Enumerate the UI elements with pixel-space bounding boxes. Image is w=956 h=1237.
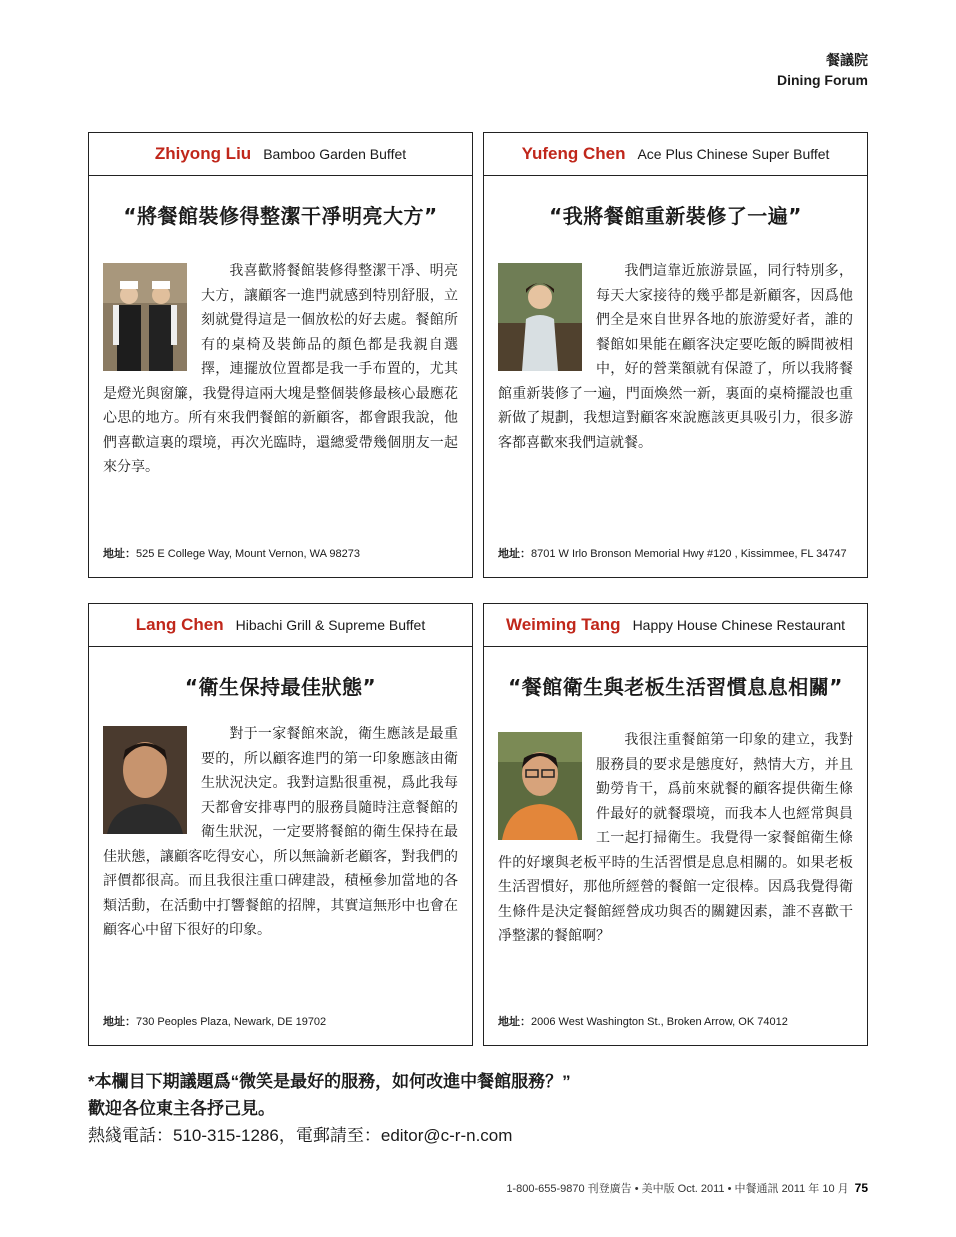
restaurant-name: Bamboo Garden Buffet (263, 146, 407, 162)
address (103, 545, 360, 561)
restaurant-name: Happy House Chinese Restaurant (632, 617, 846, 633)
body-text: 我很注重餐館第一印象的建立，我對服務員的要求是態度好，熱情大方，并且勤勞肯干，爲前來就餐的顧客提供衛生條件最好的就餐環境，而我本人也經常與員工一起打掃衛生。我覺得一家餐館衛生條件的好壞與老板平時的生活習慣是息息相關的。如果老板生活習慣好，那他所經營的餐館一定很棒。因爲我覺得衛生條件是決定餐館經營成功與否的關鍵因素，誰不喜歡干凈整潔的餐館啊？ (498, 732, 853, 944)
card-weiming-tang (483, 603, 868, 1046)
card-body (498, 259, 853, 455)
owner-photo (103, 263, 187, 371)
page-number: 75 (854, 1181, 868, 1195)
contact-line: 熱綫電話：510-315-1286，電郵請至：editor@c-r-n.com (88, 1126, 513, 1145)
card-quote: “將餐館裝修得整潔干凈明亮大方” (123, 204, 438, 228)
body-text: 我們這靠近旅游景區，同行特別多，每天大家接待的幾乎都是新顧客，因爲他們全是來自世界各地的旅游愛好者，誰的餐館如果能在顧客決定要吃飯的瞬間被相中，好的營業額就有保證了，所以我將餐館重新裝修了一遍，門面煥然一新，裏面的桌椅擺設也重新做了規劃，我想這對顧客來說應該更具吸引力，很多游客都喜歡來我們這就餐。 (498, 263, 853, 451)
card-body (498, 728, 853, 949)
card-zhiyong-liu (88, 132, 473, 578)
card-quote: “我將餐館重新裝修了一遍” (549, 204, 802, 228)
address-value: 2006 West Washington St., Broken Arrow, OK 74012 (531, 1016, 788, 1028)
address-value: 8701 W Irlo Bronson Memorial Hwy #120 , Kissimmee, FL 34747 (531, 548, 847, 560)
address (498, 1013, 788, 1029)
card-quote: “餐館衛生與老板生活習慣息息相關” (508, 675, 843, 699)
owner-name: Yufeng Chen (521, 144, 626, 163)
card-header (89, 604, 472, 647)
restaurant-name: Hibachi Grill & Supreme Buffet (235, 617, 426, 633)
invitation-line: 歡迎各位東主各抒己見。 (88, 1099, 275, 1118)
card-quote: “衛生保持最佳狀態” (184, 675, 377, 699)
address-label: 地址： (103, 1016, 136, 1028)
page-footer (506, 1180, 868, 1196)
owner-photo (103, 726, 187, 834)
card-yufeng-chen (483, 132, 868, 578)
next-topic-note (88, 1068, 571, 1149)
card-header (484, 133, 867, 176)
card-header (484, 604, 867, 647)
owner-name: Weiming Tang (505, 615, 621, 634)
address (103, 1013, 326, 1029)
next-topic-line: *本欄目下期議題爲“微笑是最好的服務，如何改進中餐館服務？” (88, 1072, 571, 1091)
card-header (89, 133, 472, 176)
owner-name: Zhiyong Liu (154, 144, 252, 163)
page-header (777, 50, 868, 88)
footer-text: 1-800-655-9870 刊登廣告 • 美中版 Oct. 2011 • 中餐通訊 2011 年 10 月 (506, 1183, 849, 1195)
restaurant-name: Ace Plus Chinese Super Buffet (637, 146, 830, 162)
card-body (103, 259, 458, 480)
address-value: 525 E College Way, Mount Vernon, WA 98273 (136, 548, 361, 560)
section-title-zh: 餐議院 (826, 52, 868, 68)
owner-photo (498, 263, 582, 371)
address (498, 545, 847, 561)
card-body (103, 722, 458, 943)
card-lang-chen (88, 603, 473, 1046)
section-title-en: Dining Forum (777, 72, 868, 88)
body-text: 我喜歡將餐館裝修得整潔干凈、明亮大方，讓顧客一進門就感到特別舒服，立刻就覺得這是一個放松的好去處。餐館所有的桌椅及裝飾品的顏色都是我親自選擇，連擺放位置都是我一手布置的，尤其是燈光與窗簾，我覺得這兩大塊是整個裝修最核心最應花心思的地方。所有來我們餐館的新顧客，都會跟我說，他們喜歡這裏的環境，再次光臨時，還總愛帶幾個朋友一起來分享。 (103, 263, 458, 475)
address-value: 730 Peoples Plaza, Newark, DE 19702 (136, 1016, 327, 1028)
owner-name: Lang Chen (135, 615, 224, 634)
body-text: 對于一家餐館來說，衛生應該是最重要的，所以顧客進門的第一印象應該由衛生狀況決定。我對這點很重視，爲此我每天都會安排專門的服務員隨時注意餐館的衛生狀況，一定要將餐館的衛生保持在最佳狀態，讓顧客吃得安心，所以無論新老顧客，對我們的評價都很高。而且我很注重口碑建設，積極參加當地的各類活動，在活動中打響餐館的招牌，其實這無形中也會在顧客心中留下很好的印象。 (103, 726, 458, 938)
address-label: 地址： (498, 1016, 531, 1028)
address-label: 地址： (498, 548, 531, 560)
address-label: 地址： (103, 548, 136, 560)
owner-photo (498, 732, 582, 840)
